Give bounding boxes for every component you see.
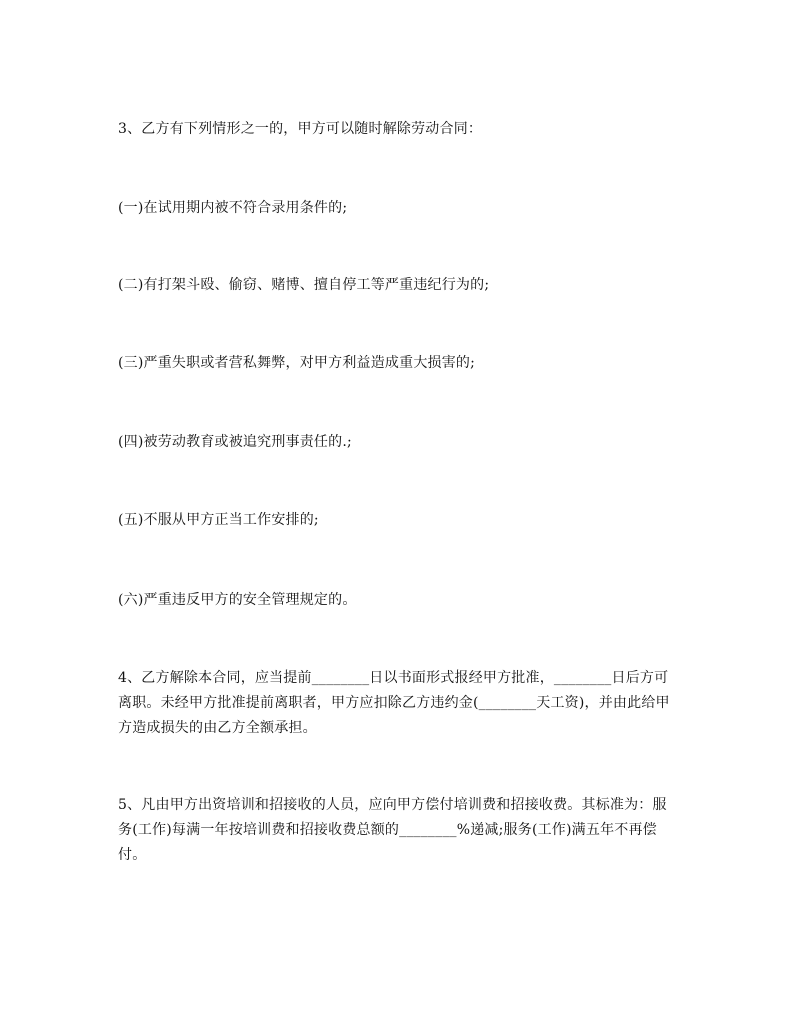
clause-item-5: (五)不服从甲方正当工作安排的; [118, 512, 319, 528]
clause-item-3: (三)严重失职或者营私舞弊，对甲方利益造成重大损害的; [118, 355, 476, 371]
clause-item-2: (二)有打架斗殴、偷窃、赌博、擅自停工等严重违纪行为的; [118, 277, 490, 293]
clause-5-paragraph: 5、凡由甲方出资培训和招接收的人员，应向甲方偿付培训费和招接收费。其标准为：服务(工作)每满一年按培训费和招接收费总额的________%递减;服务(工作)满五年不再偿付。 [118, 797, 667, 863]
clause-item-4: (四)被劳动教育或被追究刑事责任的.; [118, 434, 352, 450]
clause-3-heading: 3、乙方有下列情形之一的，甲方可以随时解除劳动合同： [118, 121, 483, 137]
clause-item-1: (一)在试用期内被不符合录用条件的; [118, 200, 348, 216]
clause-4-paragraph: 4、乙方解除本合同，应当提前________日以书面形式报经甲方批准，________日后方可离职。未经甲方批准提前离职者，甲方应扣除乙方违约金(________天工资)，并由此给甲方造成损失的由乙方全额承担。 [118, 670, 670, 736]
clause-item-6: (六)严重违反甲方的安全管理规定的。 [118, 592, 357, 608]
